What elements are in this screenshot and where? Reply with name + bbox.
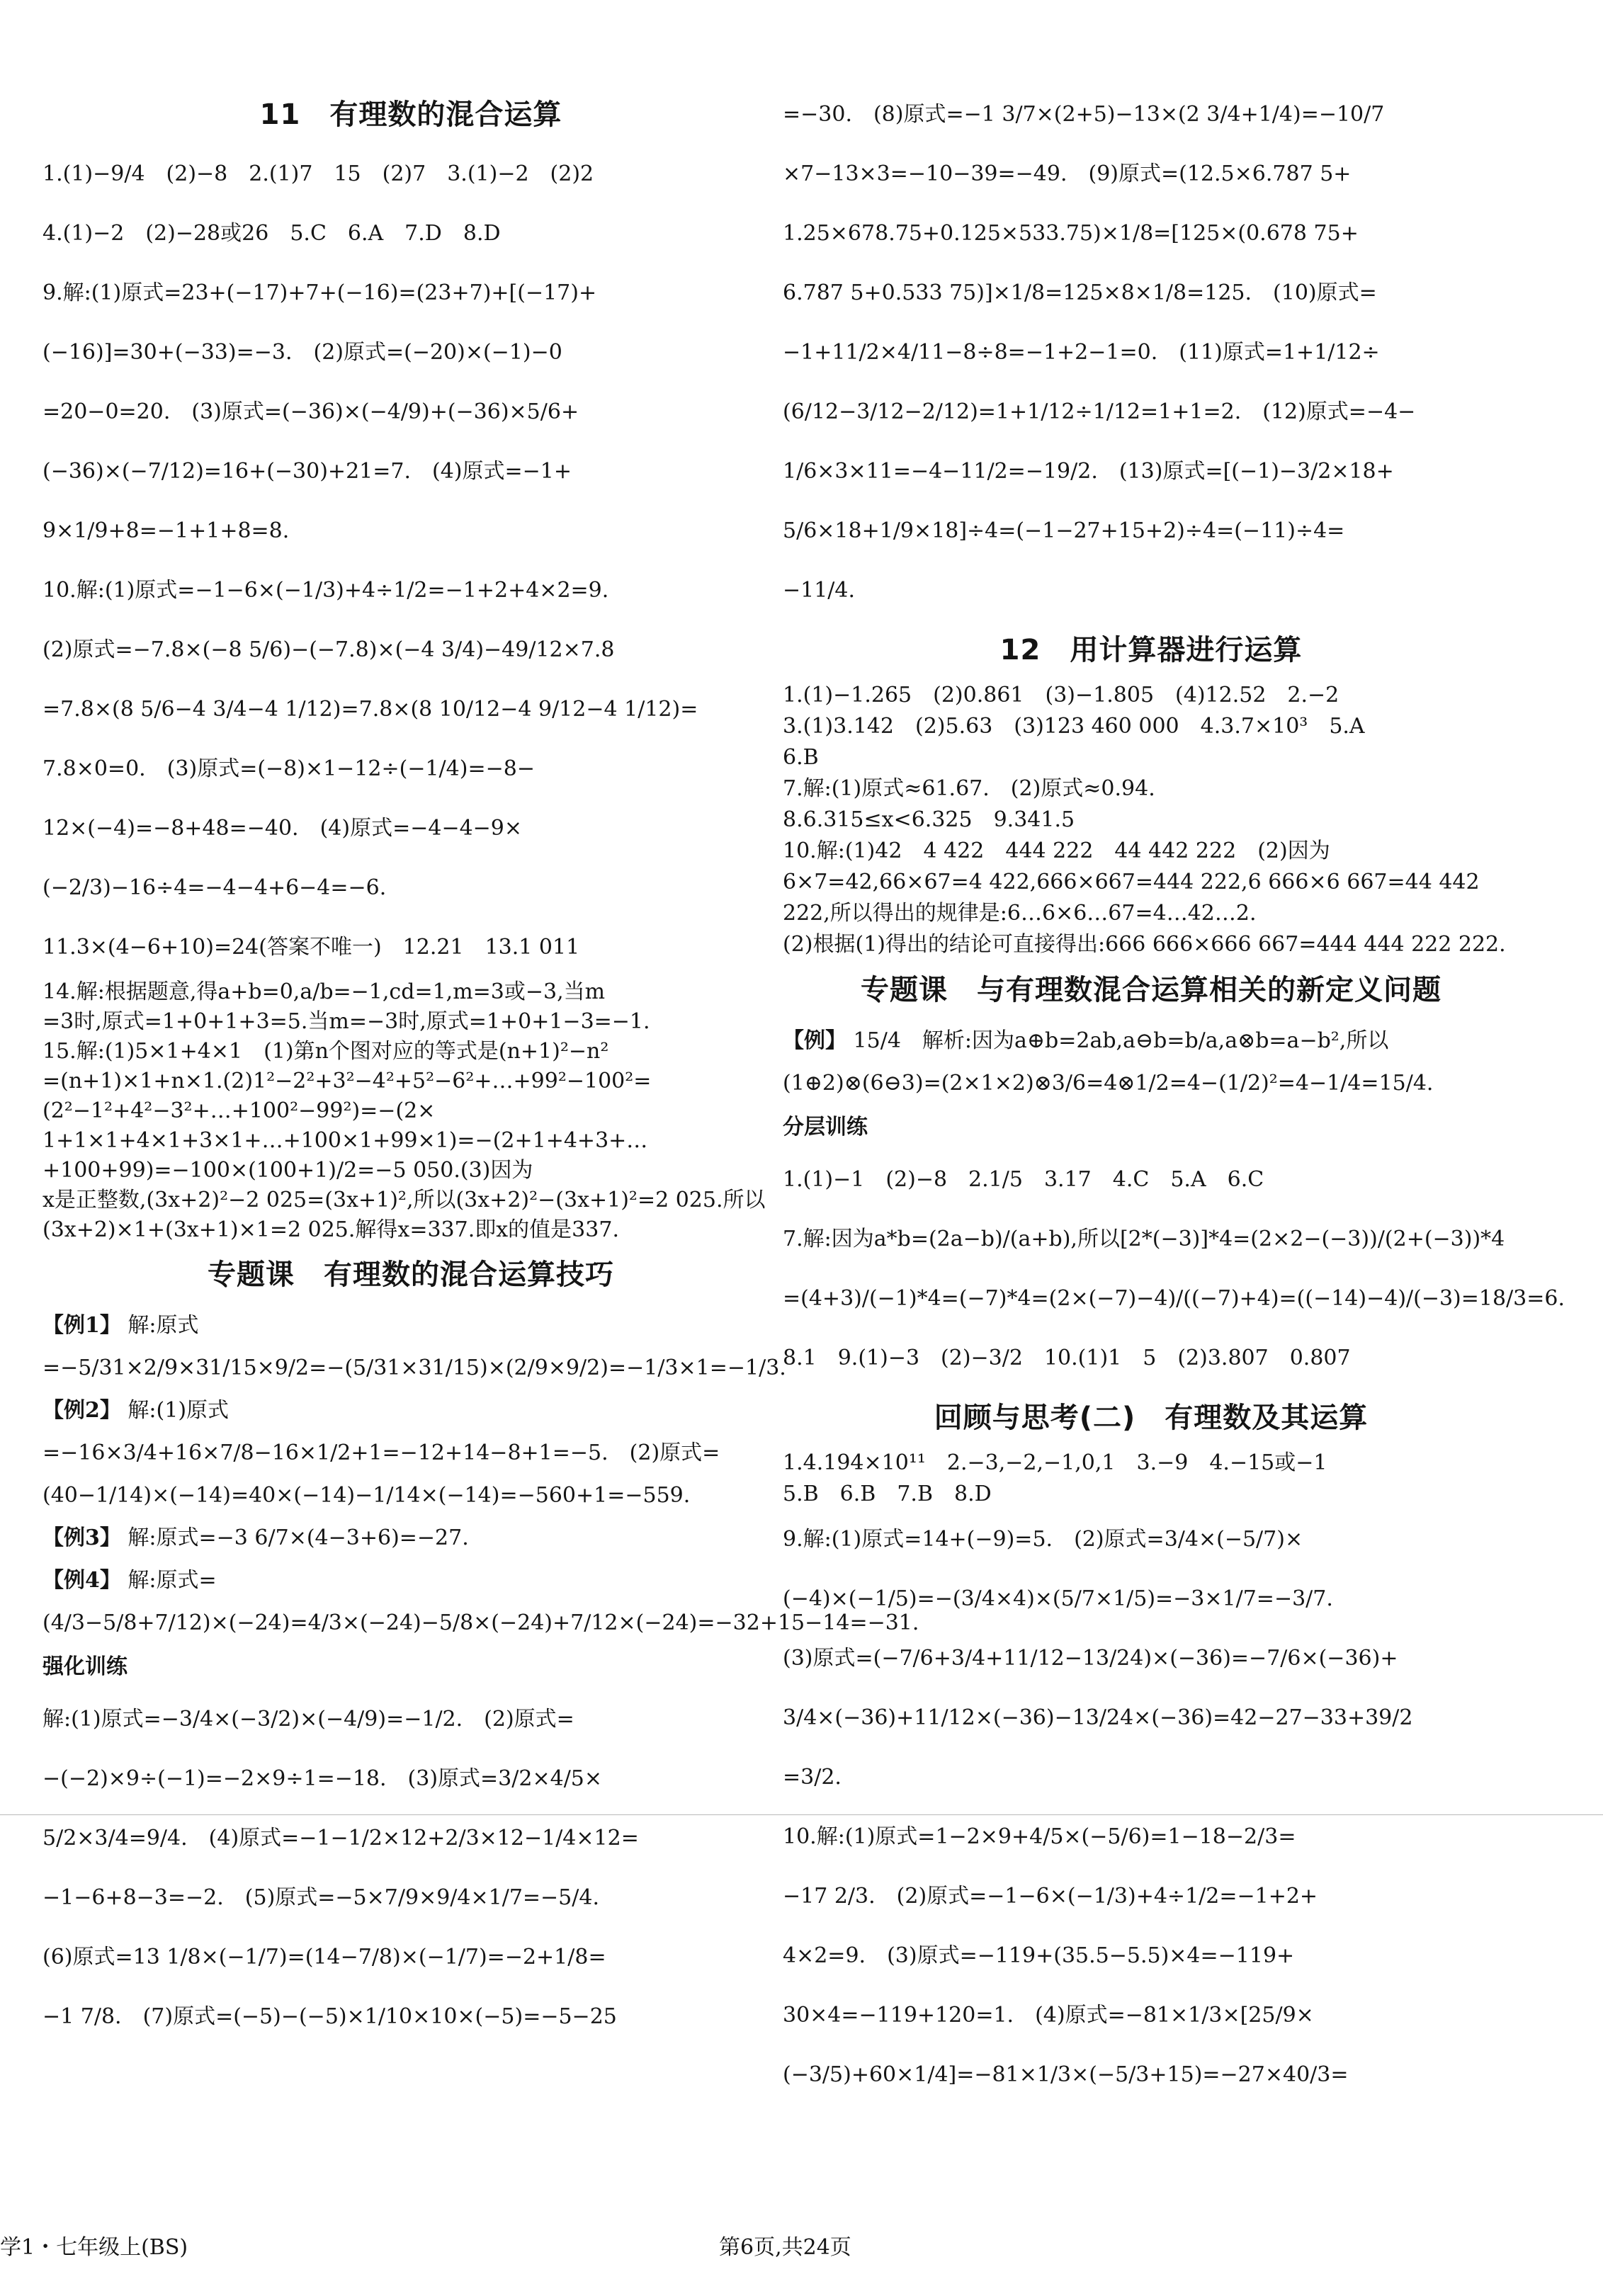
right-column xyxy=(783,85,1565,2105)
answer-line: 11.3×(4−6+10)=24(答案不唯一) 12.21 13.1 011 xyxy=(43,935,580,960)
example xyxy=(783,1020,1519,1105)
answer-line: 6.787 5+0.533 75)]×1/8=125×8×1/8=125. (10)原式= xyxy=(783,280,1377,305)
answer-line: −1−6+8−3=−2. (5)原式=−5×7/9×9/4×1/7=−5/4. xyxy=(43,1885,599,1910)
answer-line: =−30. (8)原式=−1 3/7×(2+5)−13×(2 3/4+1/4)=−10/7 xyxy=(783,102,1385,127)
example-tag: 【例4】 xyxy=(43,1568,121,1593)
answer-line: (−36)×(−7/12)=16+(−30)+21=7. (4)原式=−1+ xyxy=(43,459,572,484)
answer-line: 10.解:(1)原式=−1−6×(−1/3)+4÷1/2=−1+2+4×2=9. xyxy=(43,578,609,603)
answer-line: (−3/5)+60×1/4]=−81×1/3×(−5/3+15)=−27×40/3= xyxy=(783,2062,1349,2087)
answer-line: =3/2. xyxy=(783,1765,842,1790)
review-body xyxy=(783,1448,1519,2105)
reinforcement-heading: 强化训练 xyxy=(43,1654,128,1679)
example-tag: 【例2】 xyxy=(43,1398,121,1423)
answer-line: 8.1 9.(1)−3 (2)−3/2 10.(1)1 5 (2)3.807 0.807 xyxy=(783,1346,1351,1370)
answer-line: 9.解:(1)原式=23+(−17)+7+(−16)=(23+7)+[(−17)+ xyxy=(43,280,597,305)
answer-line: (6)原式=13 1/8×(−1/7)=(14−7/8)×(−1/7)=−2+1/8= xyxy=(43,1945,606,1970)
answer-line: 7.解:因为a*b=(2a−b)/(a+b),所以[2*(−3)]*4=(2×2−(−3))/(2+(−3))*4 xyxy=(783,1227,1505,1251)
reinforcement-body xyxy=(43,1690,779,2047)
answer-line: 1.(1)−9/4 (2)−8 2.(1)7 15 (2)7 3.(1)−2 (2)2 xyxy=(43,161,594,186)
special-topic-1-title: 专题课 有理数的混合运算技巧 xyxy=(208,1258,614,1291)
example-text: 15/4 解析:因为a⊕b=2ab,a⊖b=b/a,a⊗b=a−b²,所以(1⊕2)⊗(6⊖3)=(2×1×2)⊗3/6=4⊗1/2=4−(1/2)²=4−1/4=15/4. xyxy=(783,1028,1434,1096)
answer-line: =(n+1)×1+n×1.(2)1²−2²+3²−4²+5²−6²+…+99²−100²=(2²−1²+4²−3²+…+100²−99²)=−(2× xyxy=(43,1069,652,1123)
example-tag: 【例1】 xyxy=(43,1313,121,1338)
answer-line: 1.25×678.75+0.125×533.75)×1/8=[125×(0.678 75+ xyxy=(783,221,1359,246)
answer-line: 解:(1)原式=−3/4×(−3/2)×(−4/9)=−1/2. (2)原式= xyxy=(43,1707,574,1732)
answer-line: 1.(1)−1 (2)−8 2.1/5 3.17 4.C 5.A 6.C xyxy=(783,1167,1264,1192)
answer-line: (6/12−3/12−2/12)=1+1/12÷1/12=1+1=2. (12)原式=−4− xyxy=(783,399,1416,424)
answer-line: (−4)×(−1/5)=−(3/4×4)×(5/7×1/5)=−3×1/7=−3/7. xyxy=(783,1586,1333,1611)
example-text: 解:原式=(4/3−5/8+7/12)×(−24)=4/3×(−24)−5/8×(−24)+7/12×(−24)=−32+15−14=−31. xyxy=(43,1568,919,1635)
section-12-title: 12 用计算器进行运算 xyxy=(999,634,1303,666)
answer-line: 4.(1)−2 (2)−28或26 5.C 6.A 7.D 8.D xyxy=(43,221,501,246)
answer-line: 30×4=−119+120=1. (4)原式=−81×1/3×[25/9× xyxy=(783,2003,1314,2028)
answer-line: −1+11/2×4/11−8÷8=−1+2−1=0. (11)原式=1+1/12÷ xyxy=(783,340,1380,365)
answer-line: 10.解:(1)原式=1−2×9+4/5×(−5/6)=1−18−2/3= xyxy=(783,1824,1296,1849)
continued-solution xyxy=(783,85,1519,620)
answer-line: 10.解:(1)42 4 422 444 222 44 442 222 (2)因为6×7=42,66×67=4 422,666×667=444 222,6 666×6 667=44 442 222,所以得出的规律是:6…6×6…67=4…42…2. xyxy=(783,839,1480,926)
answer-line: (2)原式=−7.8×(−8 5/6)−(−7.8)×(−4 3/4)−49/12×7.8 xyxy=(43,637,615,662)
answer-line: −11/4. xyxy=(783,578,856,603)
layered-training-body xyxy=(783,1150,1565,1388)
answer-line: 5.B 6.B 7.B 8.D xyxy=(783,1482,992,1506)
answer-line: 1.4.194×10¹¹ 2.−3,−2,−1,0,1 3.−9 4.−15或−1 xyxy=(783,1450,1327,1475)
answer-line: 9.解:(1)原式=14+(−9)=5. (2)原式=3/4×(−5/7)× xyxy=(783,1527,1303,1552)
footer-page-number: 第6页,共24页 xyxy=(719,2235,851,2260)
answer-line: 1.(1)−1.265 (2)0.861 (3)−1.805 (4)12.52 2.−2 xyxy=(783,683,1339,707)
example-text: 解:(1)原式=−16×3/4+16×7/8−16×1/2+1=−12+14−8+1=−5. (2)原式=(40−1/14)×(−14)=40×(−14)−1/14×(−14)=−560+1=−559. xyxy=(43,1398,720,1508)
answer-line: x是正整数,(3x+2)²−2 025=(3x+1)²,所以(3x+2)²−(3x+1)²=2 025.所以(3x+2)×1+(3x+1)×1=2 025.解得x=337.即x的值是337. xyxy=(43,1188,766,1242)
answer-line: =7.8×(8 5/6−4 3/4−4 1/12)=7.8×(8 10/12−4 9/12−4 1/12)= xyxy=(43,697,698,722)
example-3 xyxy=(43,1517,779,1559)
section-12-body xyxy=(783,680,1519,960)
answer-line: 9×1/9+8=−1+1+8=8. xyxy=(43,518,290,543)
answer-line: 8.6.315≤x<6.325 9.341.5 xyxy=(783,807,1075,832)
example-2 xyxy=(43,1389,779,1517)
special-topic-2-title: 专题课 与有理数混合运算相关的新定义问题 xyxy=(861,974,1441,1006)
example-text: 解:原式=−3 6/7×(4−3+6)=−27. xyxy=(128,1525,469,1550)
answer-line: =(4+3)/(−1)*4=(−7)*4=(2×(−7)−4)/((−7)+4)=((−14)−4)/(−3)=18/3=6. xyxy=(783,1286,1565,1311)
answer-line: 7.解:(1)原式≈61.67. (2)原式≈0.94. xyxy=(783,776,1155,801)
answer-line: 1/6×3×11=−4−11/2=−19/2. (13)原式=[(−1)−3/2×18+ xyxy=(783,459,1394,484)
answer-line: 12×(−4)=−8+48=−40. (4)原式=−4−4−9× xyxy=(43,816,523,841)
divider xyxy=(0,1814,1603,1815)
example-tag: 【例】 xyxy=(783,1028,846,1053)
example-1 xyxy=(43,1305,786,1389)
answer-line: 6.B xyxy=(783,745,819,770)
answer-line: =20−0=20. (3)原式=(−36)×(−4/9)+(−36)×5/6+ xyxy=(43,399,579,424)
answer-line: 5/6×18+1/9×18]÷4=(−1−27+15+2)÷4=(−11)÷4= xyxy=(783,518,1345,543)
answer-line: −17 2/3. (2)原式=−1−6×(−1/3)+4÷1/2=−1+2+ xyxy=(783,1884,1318,1909)
footer-book-label: 学1・七年级上(BS) xyxy=(0,2235,188,2260)
answer-line: 7.8×0=0. (3)原式=(−8)×1−12÷(−1/4)=−8− xyxy=(43,756,535,781)
answer-line: (2)根据(1)得出的结论可直接得出:666 666×666 667=444 444 222 222. xyxy=(783,932,1506,957)
example-tag: 【例3】 xyxy=(43,1525,121,1550)
section-11-body xyxy=(43,144,779,1245)
answer-line: 3/4×(−36)+11/12×(−36)−13/24×(−36)=42−27−33+39/2 xyxy=(783,1705,1413,1730)
answer-line: 4×2=9. (3)原式=−119+(35.5−5.5)×4=−119+ xyxy=(783,1943,1295,1968)
answer-line: −1 7/8. (7)原式=(−5)−(−5)×1/10×10×(−5)=−5−25 xyxy=(43,2004,617,2029)
example-text: 解:原式=−5/31×2/9×31/15×9/2=−(5/31×31/15)×(2/9×9/2)=−1/3×1=−1/3. xyxy=(43,1313,786,1380)
answer-line: 1+1×1+4×1+3×1+…+100×1+99×1)=−(2+1+4+3+…+100+99)=−100×(100+1)/2=−5 050.(3)因为 xyxy=(43,1128,648,1183)
layered-training-heading: 分层训练 xyxy=(783,1115,868,1140)
answer-line: =3时,原式=1+0+1+3=5.当m=−3时,原式=1+0+1−3=−1. xyxy=(43,1009,650,1034)
answer-line: (−16)]=30+(−33)=−3. (2)原式=(−20)×(−1)−0 xyxy=(43,340,562,365)
review-title: 回顾与思考(二) 有理数及其运算 xyxy=(934,1402,1369,1434)
answer-line: 5/2×3/4=9/4. (4)原式=−1−1/2×12+2/3×12−1/4×12= xyxy=(43,1826,639,1851)
answer-line: ×7−13×3=−10−39=−49. (9)原式=(12.5×6.787 5+ xyxy=(783,161,1352,186)
example-4 xyxy=(43,1559,919,1644)
section-11-title: 11 有理数的混合运算 xyxy=(259,98,562,131)
answer-line: (−2/3)−16÷4=−4−4+6−4=−6. xyxy=(43,875,387,900)
answer-line: (3)原式=(−7/6+3/4+11/12−13/24)×(−36)=−7/6×(−36)+ xyxy=(783,1646,1398,1671)
answer-line: 3.(1)3.142 (2)5.63 (3)123 460 000 4.3.7×10³ 5.A xyxy=(783,714,1365,739)
answer-line: 14.解:根据题意,得a+b=0,a/b=−1,cd=1,m=3或−3,当m xyxy=(43,979,606,1004)
answer-line: 15.解:(1)5×1+4×1 (1)第n个图对应的等式是(n+1)²−n² xyxy=(43,1039,609,1064)
answer-line: −(−2)×9÷(−1)=−2×9÷1=−18. (3)原式=3/2×4/5× xyxy=(43,1766,603,1791)
